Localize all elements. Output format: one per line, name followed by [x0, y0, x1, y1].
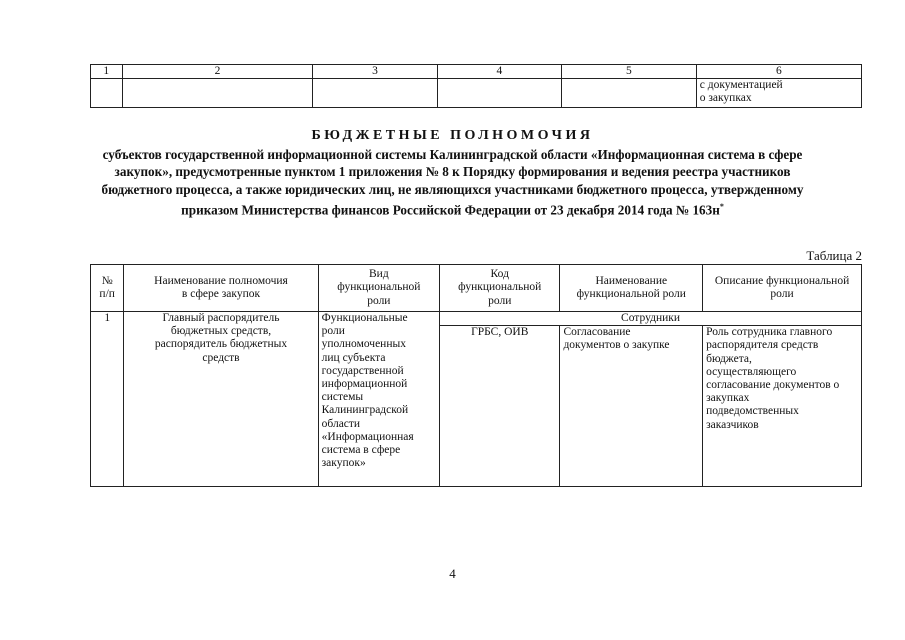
authority-cell: Главный распорядитель бюджетных средств, распорядитель бюджетных средств: [124, 312, 318, 487]
table-caption: Таблица 2: [806, 248, 862, 263]
row-number: 1: [91, 312, 124, 487]
header-role-name: Наименование функциональной роли: [560, 265, 703, 312]
table-cell: [562, 79, 697, 108]
role-name-cell: Согласование документов о закупке: [560, 326, 703, 487]
header-role-description: Описание функциональной роли: [703, 265, 862, 312]
employees-group-label: Сотрудники: [440, 312, 862, 326]
column-number-row: [91, 65, 862, 79]
role-description-cell: Роль сотрудника главного распорядителя средств бюджета, осуществляющего согласование документов о закупках подведомственных заказчиков: [703, 326, 862, 487]
role-code-cell: ГРБС, ОИВ: [440, 326, 560, 487]
title-heading: БЮДЖЕТНЫЕ ПОЛНОМОЧИЯ: [311, 128, 594, 143]
header-authority: Наименование полномочия в сфере закупок: [124, 265, 318, 312]
title-subheading: [80, 146, 825, 219]
column-number: 6: [696, 65, 861, 79]
title-body-text: субъектов государственной информационной системы Калининградской области «Информационная система в сфере закупок», предусмотренные пунктом 1 приложения № 8 к Порядку формирования и ведения реестра участников бюджетного процесса, а также юридических лиц, не являющихся участниками бюджетного процесса, утвержденному приказом Министерства финансов Российской Федерации от 23 декабря 2014 года № 163н: [101, 146, 804, 218]
footnote-mark: *: [719, 202, 724, 211]
table-row: [91, 312, 862, 326]
page-number: 4: [449, 566, 456, 581]
continuation-table: [90, 64, 862, 108]
table-cell: [122, 79, 313, 108]
table-cell: с документацией о закупках: [696, 79, 861, 108]
column-number: 2: [122, 65, 313, 79]
role-type-cell: Функциональные роли уполномоченных лиц субъекта государственной информационной системы Калининградской области «Информационная система в сфере закупок»: [318, 312, 439, 487]
column-number: 3: [313, 65, 437, 79]
table-cell: [437, 79, 561, 108]
table-row: [91, 79, 862, 108]
column-number: 4: [437, 65, 561, 79]
table-cell: [91, 79, 123, 108]
header-role-code: Код функциональной роли: [440, 265, 560, 312]
header-number: № п/п: [91, 265, 124, 312]
authorities-table: [90, 264, 862, 487]
document-title: [80, 127, 825, 219]
column-number: 5: [562, 65, 697, 79]
column-number: 1: [91, 65, 123, 79]
header-role-type: Вид функциональной роли: [318, 265, 439, 312]
table-header-row: [91, 265, 862, 312]
table-cell: [313, 79, 437, 108]
